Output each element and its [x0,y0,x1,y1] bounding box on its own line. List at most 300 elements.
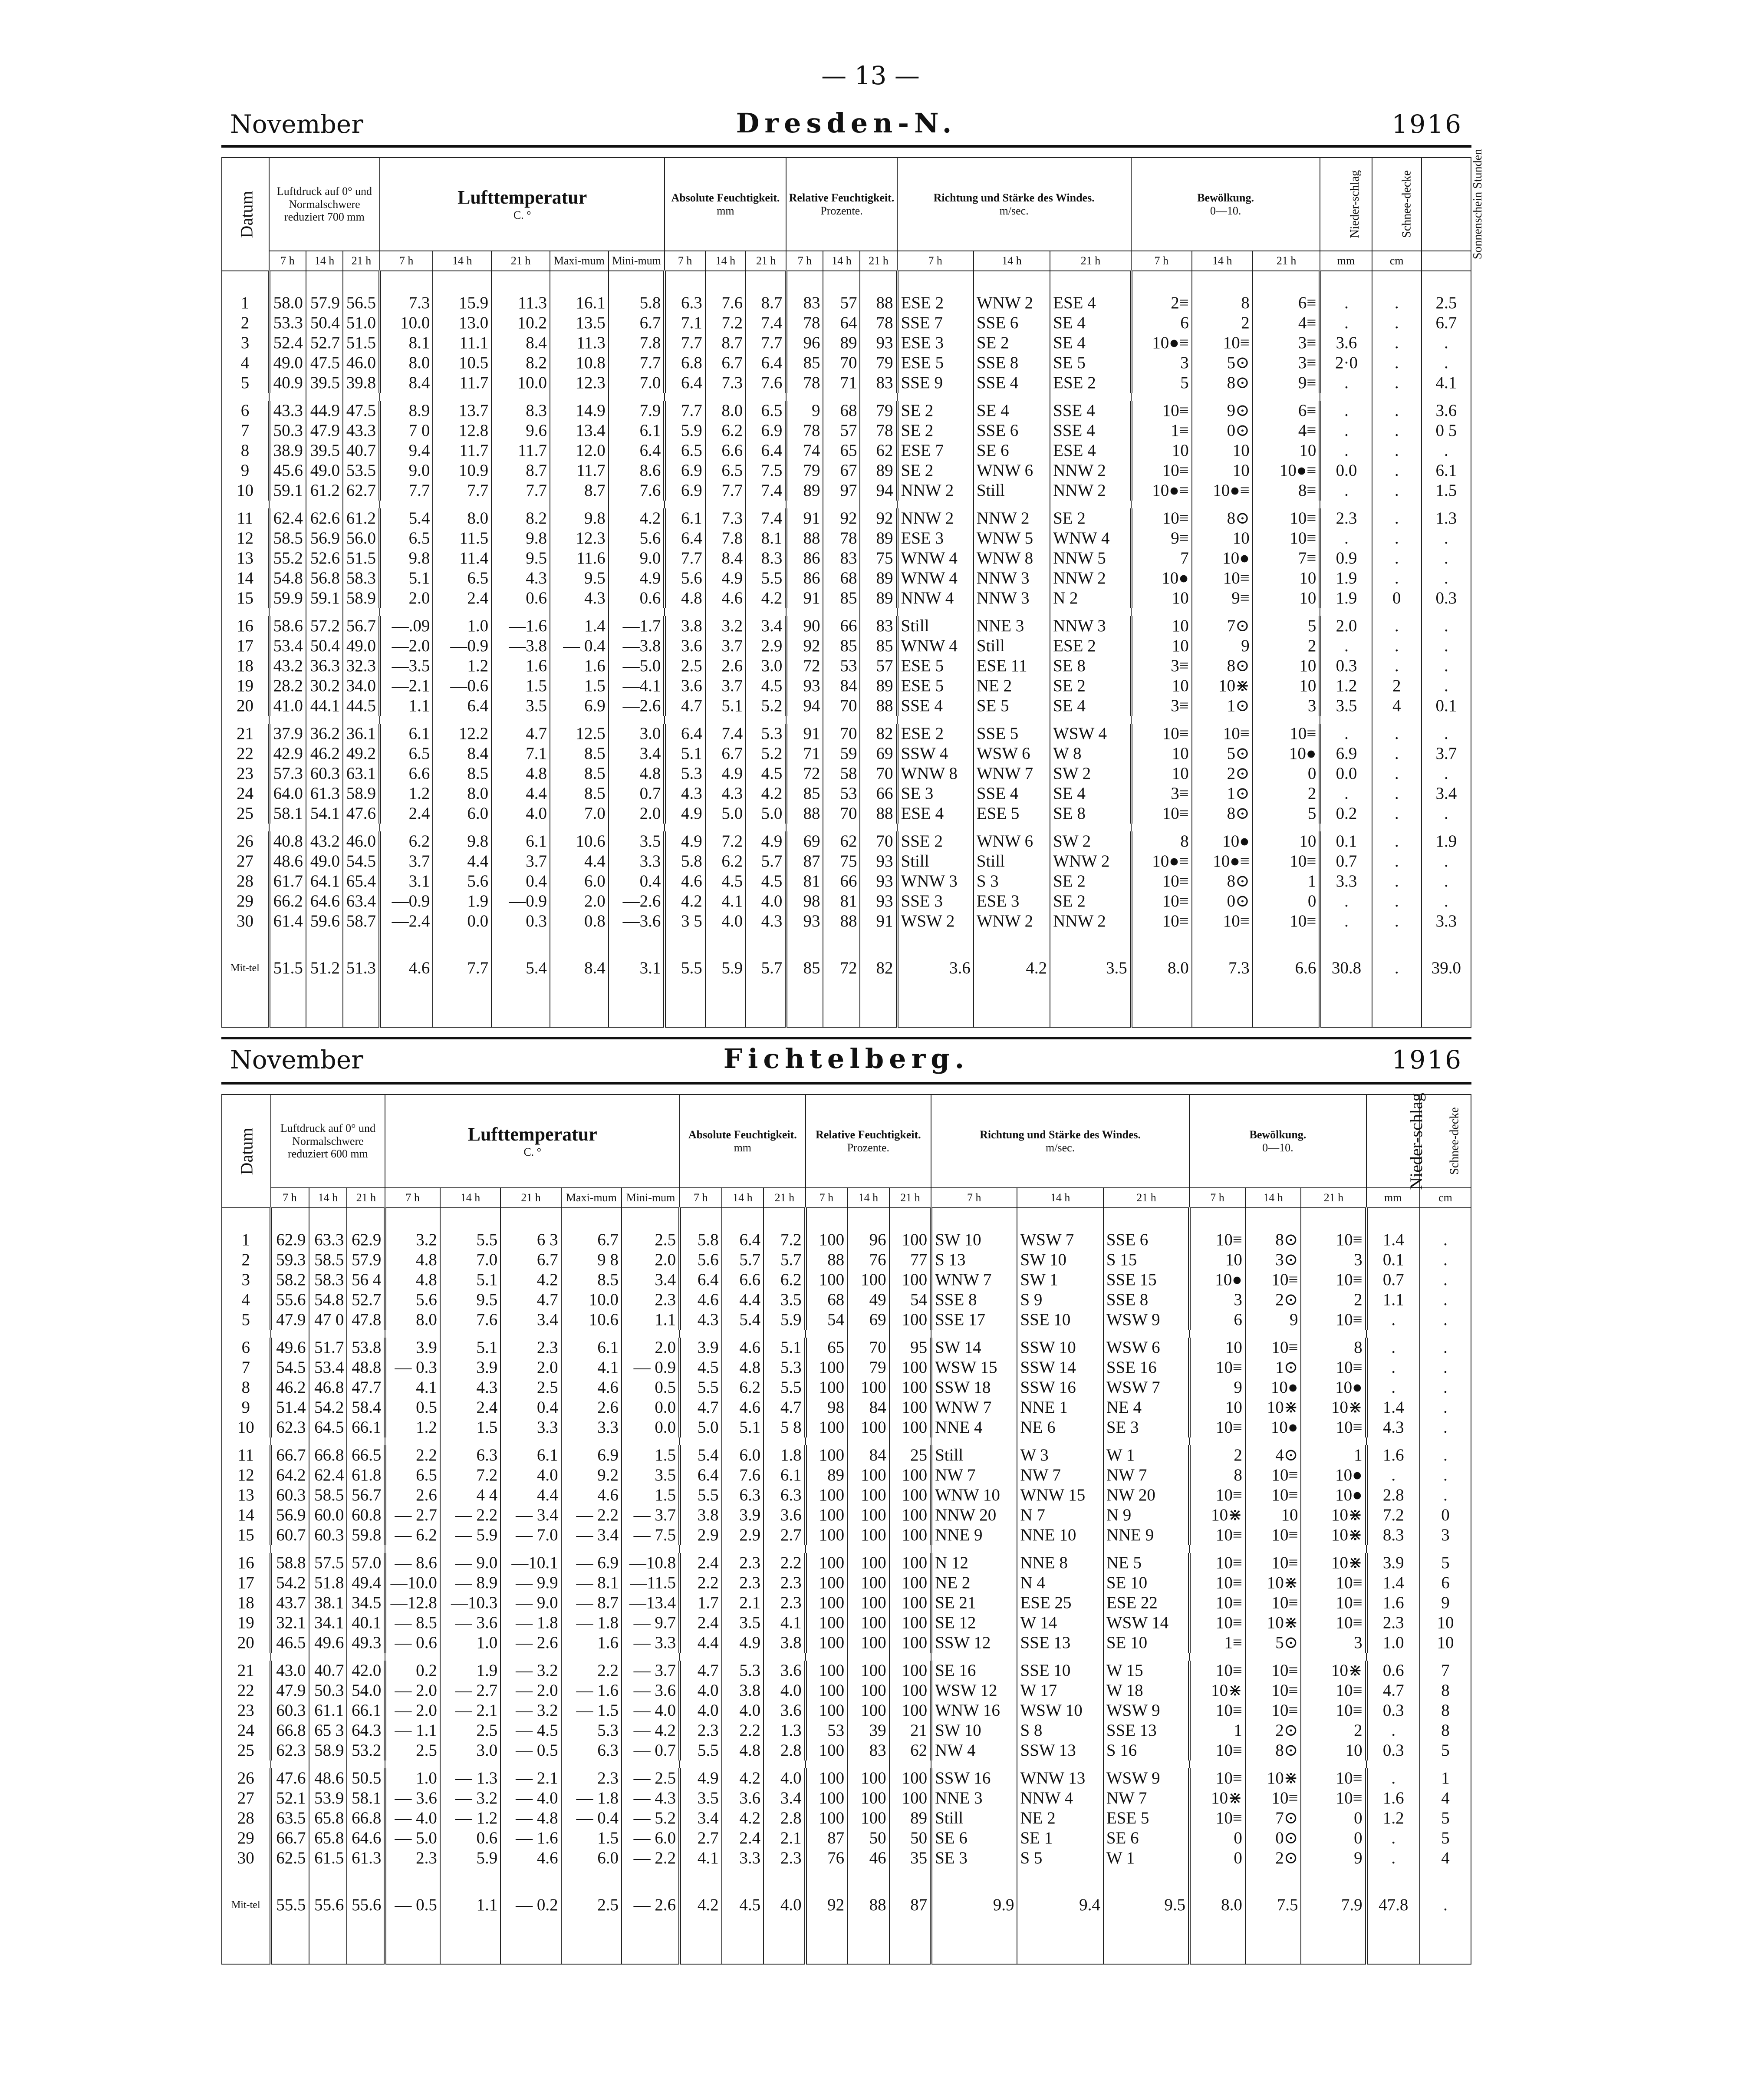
table-row [222,401,1471,421]
day-cell: 25 [222,804,269,824]
value-cell: 4.8 [609,764,665,784]
value-cell: 0.7 [1320,851,1372,871]
value-cell: 72 [786,656,823,676]
value-cell: 10⋇ [1301,1505,1366,1525]
value-cell: . [1372,851,1422,871]
value-cell: 82 [860,724,897,744]
value-cell: 3.7 [380,851,433,871]
spacer-cell [860,716,897,724]
value-cell: 36.1 [343,724,380,744]
value-cell: 42.0 [347,1661,385,1681]
value-cell: 6.0 [561,1848,622,1868]
value-cell: . [1422,851,1471,871]
value-cell: 10≡ [1253,724,1320,744]
cm-label: cm [1420,1188,1471,1208]
value-cell: 10● [1245,1418,1301,1437]
spacer-cell [931,1437,1017,1445]
value-cell: 8 [1420,1721,1471,1741]
h21-label: 21 h [1050,251,1131,271]
value-cell: ESE 3 [897,528,974,548]
value-cell: 5.9 [764,1310,806,1330]
value-cell: 93 [860,871,897,891]
value-cell: ESE 3 [974,891,1050,911]
value-cell: — 4.5 [500,1721,561,1741]
spacer-cell [269,393,306,401]
value-cell: . [1420,1358,1471,1378]
value-cell: WNW 6 [974,461,1050,481]
value-cell: 1.2 [433,656,491,676]
spacer-cell [764,1760,806,1768]
value-cell: S 16 [1103,1741,1189,1760]
value-cell: 0 [1420,1505,1471,1525]
table-row [222,508,1471,528]
value-cell: 10≡ [1245,1661,1301,1681]
value-cell: . [1372,481,1422,501]
dresden-bottom-rule [221,1037,1471,1039]
value-cell: SE 3 [1103,1418,1189,1437]
value-cell: NNW 2 [1050,481,1131,501]
value-cell: 10≡ [1245,1701,1301,1721]
value-cell: 58.3 [343,568,380,588]
value-cell: 8.2 [491,508,550,528]
mean-value-cell: 39.0 [1422,931,1471,992]
value-cell: 88 [806,1250,848,1270]
value-cell: . [1420,1310,1471,1330]
snow-header: Schnee-decke [1420,1095,1471,1188]
value-cell: — 6.2 [385,1525,440,1545]
value-cell: 56.7 [343,616,380,636]
value-cell: 0 5 [1422,421,1471,441]
value-cell: . [1372,871,1422,891]
value-cell: 6.7 [705,353,746,373]
value-cell: 64.5 [309,1418,347,1437]
value-cell: . [1320,636,1372,656]
value-cell: 100 [889,1418,931,1437]
spacer-cell [847,1437,889,1445]
spacer-cell [889,1760,931,1768]
value-cell: 7.7 [665,401,705,421]
value-cell: 4.3 [705,784,746,804]
value-cell: 66.5 [347,1445,385,1465]
value-cell: 78 [786,313,823,333]
value-cell: 3.6 [665,676,705,696]
value-cell: 0.7 [609,784,665,804]
value-cell: 100 [847,1788,889,1808]
day-cell: 30 [222,1848,271,1868]
value-cell: . [1366,1721,1420,1741]
spacer-cell [680,1653,722,1661]
spacer-cell [1366,1437,1420,1445]
spacer-cell [609,824,665,831]
spacer-cell [680,1330,722,1338]
value-cell: 6.4 [609,441,665,461]
mean-value-cell: 5.9 [705,931,746,992]
value-cell: SE 4 [1050,313,1131,333]
value-cell: 70 [823,724,860,744]
value-cell: 2⊙ [1245,1848,1301,1868]
spacer-cell [823,824,860,831]
value-cell: — 3.4 [500,1505,561,1525]
h7-label: 7 h [786,251,823,271]
value-cell: 53.2 [347,1741,385,1760]
value-cell: 62 [823,831,860,851]
value-cell: 6.8 [665,353,705,373]
value-cell: 4.6 [665,871,705,891]
value-cell: 12.3 [550,373,609,393]
spacer-cell [680,1437,722,1445]
value-cell: SE 21 [931,1593,1017,1613]
value-cell: 7≡ [1253,548,1320,568]
value-cell: 6.4 [746,353,786,373]
value-cell: 40.1 [347,1613,385,1633]
value-cell: —3.8 [609,636,665,656]
value-cell: 32.3 [343,656,380,676]
value-cell: 43.2 [306,831,343,851]
spacer-cell [806,1760,848,1768]
value-cell: SSW 12 [931,1633,1017,1653]
h21-label: 21 h [1301,1188,1366,1208]
h21-label: 21 h [491,251,550,271]
value-cell: 2.0 [1320,616,1372,636]
value-cell: WNW 4 [1050,528,1131,548]
spacer-cell [764,1653,806,1661]
value-cell: 70 [823,353,860,373]
value-cell: 4.9 [705,568,746,588]
value-cell: NNW 4 [897,588,974,608]
mean-value-cell: 8.0 [1189,1868,1245,1929]
spacer-cell [491,992,550,1027]
value-cell: 2 [1372,676,1422,696]
value-cell: 58.5 [269,528,306,548]
value-cell: 71 [823,373,860,393]
value-cell: 83 [823,548,860,568]
spacer-cell [1422,992,1471,1027]
value-cell: 100 [889,1788,931,1808]
value-cell: 62.7 [343,481,380,501]
value-cell: 52.6 [306,548,343,568]
table-row [222,1701,1471,1721]
table-row [222,851,1471,871]
value-cell: SSW 10 [1017,1338,1103,1358]
value-cell: 5 [1131,373,1192,393]
value-cell: 10≡ [1245,1485,1301,1505]
day-cell: 26 [222,831,269,851]
value-cell: SSE 13 [1017,1633,1103,1653]
spacer-cell [722,1437,764,1445]
value-cell: 5.5 [764,1378,806,1398]
value-cell: W 14 [1017,1613,1103,1633]
value-cell: 9.4 [380,441,433,461]
spacer-cell [550,393,609,401]
value-cell: —10.3 [440,1593,500,1613]
value-cell: 10≡ [1189,1525,1245,1545]
value-cell: ESE 2 [1050,373,1131,393]
value-cell: 58.5 [309,1485,347,1505]
value-cell: NW 7 [1017,1465,1103,1485]
value-cell: 0.1 [1366,1250,1420,1270]
value-cell: . [1372,744,1422,764]
value-cell: 10 [1189,1398,1245,1418]
value-cell: 63.1 [343,764,380,784]
value-cell: 64.6 [347,1828,385,1848]
spacer-cell [1422,501,1471,508]
value-cell: 54.0 [347,1681,385,1701]
value-cell: 7.3 [380,271,433,313]
value-cell: 1.5 [1422,481,1471,501]
value-cell: 9 [1245,1310,1301,1330]
value-cell: 8.0 [433,784,491,804]
value-cell: 4.8 [385,1250,440,1270]
value-cell: 79 [786,461,823,481]
value-cell: 6.2 [764,1270,806,1290]
value-cell: 1⊙ [1192,696,1253,716]
value-cell: 70 [860,764,897,784]
spacer-cell [440,1653,500,1661]
value-cell: WNW 8 [974,548,1050,568]
value-cell: 6.0 [722,1445,764,1465]
h14-label: 14 h [974,251,1050,271]
value-cell: 3.6 [1320,333,1372,353]
value-cell: 10●≡ [1131,333,1192,353]
value-cell: Still [931,1808,1017,1828]
value-cell: 4⊙ [1245,1445,1301,1465]
value-cell: W 1 [1103,1445,1189,1465]
value-cell: 6.4 [722,1208,764,1250]
value-cell: 64.2 [271,1465,309,1485]
value-cell: Still [974,481,1050,501]
value-cell: — 4.3 [622,1788,680,1808]
value-cell: . [1372,461,1422,481]
min-label: Mini-mum [609,251,665,271]
mean-value-cell: 55.5 [271,1868,309,1929]
value-cell: 4.5 [746,871,786,891]
value-cell: 10≡ [1245,1270,1301,1290]
value-cell: WSW 2 [897,911,974,931]
value-cell: 5 [1253,616,1320,636]
mean-value-cell: 4.5 [722,1868,764,1929]
day-cell: 6 [222,401,269,421]
value-cell: 100 [889,1768,931,1788]
value-cell: 4.6 [561,1485,622,1505]
fichtelberg-top-rule [221,1082,1471,1085]
value-cell: 10≡ [1301,1270,1366,1290]
value-cell: 10⋇ [1245,1613,1301,1633]
table-row [222,1290,1471,1310]
value-cell: 100 [806,1768,848,1788]
value-cell: 92 [860,508,897,528]
value-cell: 10≡ [1245,1593,1301,1613]
value-cell: 83 [860,373,897,393]
value-cell: 10 [1189,1250,1245,1270]
spacer-cell [823,992,860,1027]
rel-humidity-unit: Prozente. [847,1141,890,1154]
value-cell: 10⋇ [1189,1681,1245,1701]
value-cell: 3≡ [1131,784,1192,804]
value-cell: ESE 5 [897,676,974,696]
value-cell: S 5 [1017,1848,1103,1868]
mean-value-cell: 51.3 [343,931,380,992]
value-cell: 59.1 [306,588,343,608]
value-cell: 57 [860,656,897,676]
value-cell: . [1420,1418,1471,1437]
value-cell: 10≡ [1245,1525,1301,1545]
value-cell: 50.3 [269,421,306,441]
value-cell: 2.5 [440,1721,500,1741]
value-cell: 4≡ [1253,313,1320,333]
spacer-cell [722,1330,764,1338]
value-cell: 59.8 [347,1525,385,1545]
value-cell: 6.7 [609,313,665,333]
value-cell: — 2.2 [440,1505,500,1525]
temperature-header [380,158,665,251]
spacer-cell [1422,608,1471,616]
value-cell: 58.4 [347,1398,385,1418]
spacer-cell [343,501,380,508]
value-cell: 60.3 [309,1525,347,1545]
value-cell: 8.4 [705,548,746,568]
value-cell: 10.0 [380,313,433,333]
spacer-cell [705,608,746,616]
spacer-cell [1372,824,1422,831]
value-cell: 68 [823,401,860,421]
spacer-cell [1245,1330,1301,1338]
spacer-cell [309,1760,347,1768]
spacer-cell [1245,1545,1301,1553]
spacer-cell [222,1330,271,1338]
value-cell: SSE 8 [931,1290,1017,1310]
value-cell: Still [974,851,1050,871]
wind-unit: m/sec. [999,204,1029,217]
spacer-cell [786,393,823,401]
table-bottom-spacer [222,1929,1471,1964]
value-cell: SE 12 [931,1613,1017,1633]
value-cell: Still [931,1445,1017,1465]
value-cell: 9.8 [380,548,433,568]
value-cell: 54.1 [306,804,343,824]
spacer-cell [1372,608,1422,616]
value-cell: NE 6 [1017,1418,1103,1437]
value-cell: WNW 8 [897,764,974,784]
value-cell: 5.4 [722,1310,764,1330]
spacer-cell [860,824,897,831]
dresden-month: November [230,109,363,139]
value-cell: 5.1 [665,744,705,764]
h14-label: 14 h [705,251,746,271]
value-cell: 4.8 [491,764,550,784]
value-cell: 10.0 [491,373,550,393]
value-cell: — 2.2 [622,1848,680,1868]
spacer-cell [1189,1437,1245,1445]
value-cell: 47.9 [271,1310,309,1330]
value-cell: 47.6 [271,1768,309,1788]
value-cell: 5.1 [440,1270,500,1290]
sunshine-sub [1422,251,1471,271]
value-cell: 88 [823,911,860,931]
table-row [222,1681,1471,1701]
value-cell: — 3.2 [500,1661,561,1681]
spacer-cell [1192,716,1253,724]
value-cell: 10 [1420,1633,1471,1653]
value-cell: . [1372,656,1422,676]
spacer-cell [433,824,491,831]
value-cell: 4.1 [385,1378,440,1398]
value-cell: 0.6 [1366,1661,1420,1681]
value-cell: —0.9 [380,891,433,911]
value-cell: — 2.6 [500,1633,561,1653]
value-cell: 3.5 [491,696,550,716]
value-cell: . [1366,1310,1420,1330]
value-cell: 0.4 [500,1398,561,1418]
spacer-cell [786,716,823,724]
value-cell: 69 [786,831,823,851]
value-cell: 94 [860,481,897,501]
value-cell: 1.6 [1366,1445,1420,1465]
spacer-cell [1320,992,1372,1027]
spacer-cell [343,393,380,401]
value-cell: . [1372,528,1422,548]
value-cell: 91 [786,724,823,744]
value-cell: 10 [1131,588,1192,608]
value-cell: 6.3 [764,1485,806,1505]
value-cell: 5⊙ [1192,353,1253,373]
value-cell: — 2.0 [385,1681,440,1701]
value-cell: . [1422,676,1471,696]
value-cell: WNW 16 [931,1701,1017,1721]
value-cell: — 0.5 [500,1741,561,1760]
value-cell: 47.7 [347,1378,385,1398]
value-cell: 87 [786,851,823,871]
value-cell: 46.0 [343,831,380,851]
value-cell: 1.4 [1366,1208,1420,1250]
value-cell: 71 [786,744,823,764]
value-cell: 3.9 [680,1338,722,1358]
value-cell: 2.4 [680,1613,722,1633]
value-cell: 43.3 [269,401,306,421]
value-cell: — 2.0 [500,1681,561,1701]
value-cell: 1.5 [550,676,609,696]
table-row [222,1485,1471,1505]
rel-humidity-header [786,158,897,251]
value-cell: 51.8 [309,1573,347,1593]
h21-label: 21 h [1103,1188,1189,1208]
value-cell: 3.9 [722,1505,764,1525]
value-cell: . [1422,764,1471,784]
spacer-cell [309,1437,347,1445]
value-cell: NNW 4 [1017,1788,1103,1808]
value-cell: 34.5 [347,1593,385,1613]
spacer-cell [746,501,786,508]
value-cell: 6.5 [380,744,433,764]
value-cell: 54.5 [271,1358,309,1378]
spacer-cell [1422,716,1471,724]
value-cell: 65 [823,441,860,461]
value-cell: SSW 14 [1017,1358,1103,1378]
mean-value-cell: 4.2 [680,1868,722,1929]
spacer-cell [1103,1545,1189,1553]
value-cell: 47.9 [271,1681,309,1701]
value-cell: 60.3 [271,1701,309,1721]
value-cell: 4.1 [561,1358,622,1378]
value-cell: S 13 [931,1250,1017,1270]
value-cell: 1.0 [1366,1633,1420,1653]
day-cell: 9 [222,1398,271,1418]
value-cell: . [1366,1848,1420,1868]
value-cell: NW 7 [1103,1465,1189,1485]
value-cell: 57.5 [309,1553,347,1573]
value-cell: . [1372,333,1422,353]
value-cell: 6.7 [500,1250,561,1270]
value-cell: — 0.7 [622,1741,680,1760]
